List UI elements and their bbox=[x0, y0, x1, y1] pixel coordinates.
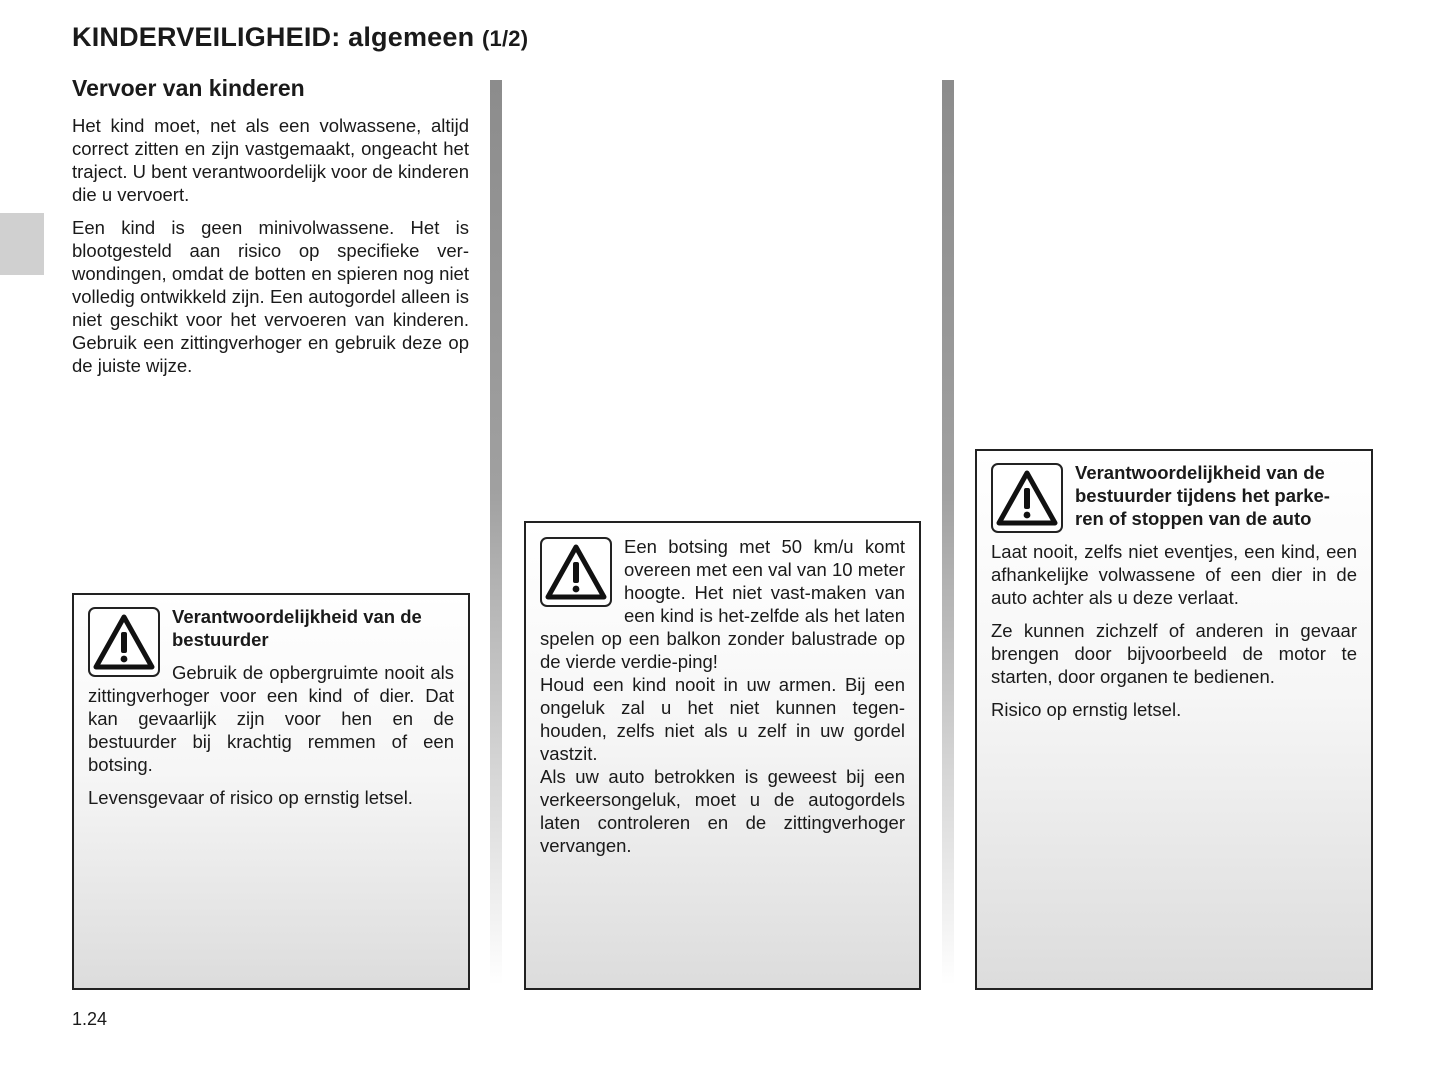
chapter-tab bbox=[0, 213, 44, 275]
warning-triangle-icon bbox=[540, 537, 612, 607]
warning-paragraph: Laat nooit, zelfs niet eventjes, een kind, een afhankelijke volwassene of een dier in de auto achter als u deze verlaat. bbox=[991, 541, 1357, 608]
warning-box-parking bbox=[975, 449, 1373, 990]
page-title-text: KINDERVEILIGHEID: algemeen bbox=[72, 22, 475, 52]
section-heading: Vervoer van kinderen bbox=[72, 75, 305, 101]
warning-title: Verantwoordelijkheid van de bestuurder tijdens het parke-ren of stoppen van de auto bbox=[1075, 462, 1330, 529]
warning-paragraph: Als uw auto betrokken is geweest bij een verkeersongeluk, moet u de autogordels laten controleren en de zittingverhoger vervangen. bbox=[540, 766, 905, 856]
warning-paragraph: Ze kunnen zichzelf of anderen in gevaar brengen door bijvoorbeeld de motor te starten, door organen te bedienen. bbox=[991, 620, 1357, 687]
warning-box-driver bbox=[72, 593, 470, 990]
page-title bbox=[72, 22, 528, 53]
column-divider-1 bbox=[490, 80, 502, 985]
warning-box-collision bbox=[524, 521, 921, 990]
warning-paragraph: Risico op ernstig letsel. bbox=[991, 699, 1182, 720]
page-number: 1.24 bbox=[72, 1009, 108, 1029]
warning-triangle-icon bbox=[991, 463, 1063, 533]
warning-paragraph: Houd een kind nooit in uw armen. Bij een ongeluk zal u het niet kunnen tegen-houden, zelfs niet als u zelf in uw gordel vastzit. bbox=[540, 674, 905, 764]
warning-paragraph: Een botsing met 50 km/u komt overeen met een val van 10 meter hoogte. Het niet vast-maken van een kind is het-zelfde als het laten spelen op een balkon zonder balustrade op de vierde verdie-ping! bbox=[540, 536, 905, 672]
section-body bbox=[72, 114, 469, 387]
warning-paragraph: Levensgevaar of risico op ernstig letsel. bbox=[88, 787, 413, 808]
page-part: (1/2) bbox=[482, 26, 529, 51]
body-paragraph: Het kind moet, net als een volwassene, altijd correct zitten en zijn vastgemaakt, ongeacht het traject. U bent verantwoordelijk voor de kinderen die u vervoert. bbox=[72, 115, 469, 205]
warning-triangle-icon bbox=[88, 607, 160, 677]
body-paragraph: Een kind is geen minivolwassene. Het is blootgesteld aan risico op specifieke ver-wondingen, omdat de botten en spieren nog niet volledig ontwikkeld zijn. Een autogordel alleen is niet geschikt voor het vervoeren van kinderen. Gebruik een zittingverhoger en gebruik deze op de juiste wijze. bbox=[72, 217, 469, 376]
warning-paragraph: Gebruik de opbergruimte nooit als zittingverhoger voor een kind of dier. Dat kan gevaarlijk zijn voor hen en de bestuurder bij krachtig remmen of een botsing. bbox=[88, 662, 454, 775]
column-divider-2 bbox=[942, 80, 954, 985]
warning-title: Verantwoordelijkheid van de bestuurder bbox=[172, 606, 422, 650]
